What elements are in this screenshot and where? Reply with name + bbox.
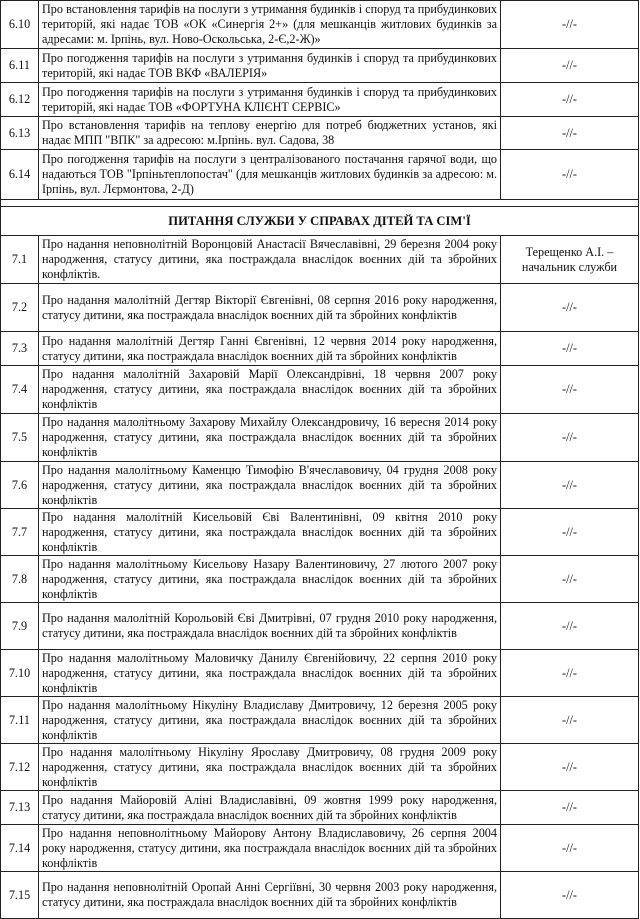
item-number: 7.15 xyxy=(1,872,39,919)
item-responsible: -//- xyxy=(501,462,639,509)
item-responsible: -//- xyxy=(501,509,639,556)
table-row xyxy=(1,332,639,366)
spacer-cell xyxy=(1,200,639,207)
item-description: Про надання малолітній Дегтяр Вікторії Євгенівні, 08 серпня 2016 року народження, статусу дитини, яка постраждала внаслідок воєнних дій та збройних конфліктів xyxy=(39,284,501,332)
item-number: 7.5 xyxy=(1,414,39,462)
table-row xyxy=(1,556,639,603)
item-responsible: -//- xyxy=(501,332,639,366)
item-description: Про надання малолітній Кисельовій Єві Валентинівні, 09 квітня 2010 року народження, статусу дитини, яка постраждала внаслідок воєнних дій та збройних конфліктів xyxy=(39,509,501,556)
item-responsible: -//- xyxy=(501,284,639,332)
table-row xyxy=(1,462,639,509)
item-responsible: -//- xyxy=(501,744,639,791)
item-description: Про встановлення тарифів на послуги з утримання будинків і споруд та прибудинкових територій, які надає ТОВ «ОК «Синергія 2+» (для мешканців житлових будинків за адресами: м. Ірпінь, вул. Ново-Оскольська, 2-Є,2-Ж)» xyxy=(39,1,501,49)
item-description: Про надання Майоровій Аліні Владиславівні, 09 жовтня 1999 року народження, статусу дитини, яка постраждала внаслідок воєнних дій та збройних конфліктів xyxy=(39,791,501,825)
table-row xyxy=(1,150,639,200)
item-description: Про погодження тарифів на послуги з утримання будинків і споруд та прибудинкових територій, які надає ТОВ «ФОРТУНА КЛІЄНТ СЕРВІС» xyxy=(39,83,501,117)
item-number: 7.9 xyxy=(1,603,39,650)
table-row xyxy=(1,1,639,49)
item-number: 7.14 xyxy=(1,825,39,872)
item-description: Про надання малолітньому Маловичку Данилу Євгенійовичу, 22 серпня 2010 року народження, статусу дитини, яка постраждала внаслідок воєнних дій та збройних конфліктів xyxy=(39,650,501,697)
item-number: 7.8 xyxy=(1,556,39,603)
item-description: Про надання неповнолітній Воронцовій Анастасії Вячеславівні, 29 березня 2004 року народження, статусу дитини, яка постраждала внаслідок воєнних дій та збройних конфліктів. xyxy=(39,236,501,284)
item-responsible: -//- xyxy=(501,650,639,697)
item-responsible: -//- xyxy=(501,697,639,744)
table-row xyxy=(1,236,639,284)
item-description: Про погодження тарифів на послуги з утримання будинків і споруд та прибудинкових територій, які надає ТОВ ВКФ «ВАЛЕРІЯ» xyxy=(39,49,501,83)
item-number: 7.2 xyxy=(1,284,39,332)
table-row xyxy=(1,791,639,825)
item-description: Про встановлення тарифів на теплову енергію для потреб бюджетних установ, які надає МПП "ВПК" за адресою: м.Ірпінь. вул. Садова, 38 xyxy=(39,117,501,150)
item-number: 7.11 xyxy=(1,697,39,744)
item-number: 6.12 xyxy=(1,83,39,117)
table-row xyxy=(1,509,639,556)
item-number: 6.14 xyxy=(1,150,39,200)
item-number: 7.1 xyxy=(1,236,39,284)
item-description: Про погодження тарифів на послуги з централізованого постачання гарячої води, що надаються ТОВ "Ірпіньтеплопостач" (для мешканців житлових будинків за адресою: м. Ірпінь, вул. Лєрмонтова, 2-Д) xyxy=(39,150,501,200)
table-row xyxy=(1,366,639,414)
item-number: 6.13 xyxy=(1,117,39,150)
item-number: 7.10 xyxy=(1,650,39,697)
item-description: Про надання малолітній Корольовій Єві Дмитрівні, 07 грудня 2010 року народження, статусу дитини, яка постраждала внаслідок воєнних дій та збройних конфліктів xyxy=(39,603,501,650)
table-row xyxy=(1,697,639,744)
item-description: Про надання малолітній Дегтяр Ганні Євгенівні, 12 червня 2014 року народження, статусу дитини, яка постраждала внаслідок воєнних дій та збройних конфліктів xyxy=(39,332,501,366)
table-row xyxy=(1,117,639,150)
item-responsible: -//- xyxy=(501,414,639,462)
item-description: Про надання малолітньому Нікуліну Владиславу Дмитровичу, 12 березня 2005 року народження, статусу дитини, яка постраждала внаслідок воєнних дій та збройних конфліктів xyxy=(39,697,501,744)
item-responsible: Терещенко А.І. – начальник служби xyxy=(501,236,639,284)
item-number: 7.7 xyxy=(1,509,39,556)
table-row xyxy=(1,825,639,872)
item-responsible: -//- xyxy=(501,825,639,872)
item-number: 7.3 xyxy=(1,332,39,366)
item-number: 6.10 xyxy=(1,1,39,49)
table-row xyxy=(1,650,639,697)
table-row xyxy=(1,284,639,332)
item-responsible: -//- xyxy=(501,150,639,200)
table-row xyxy=(1,872,639,919)
item-responsible: -//- xyxy=(501,791,639,825)
table-row xyxy=(1,744,639,791)
item-description: Про надання малолітньому Каменцю Тимофію В'ячеславовичу, 04 грудня 2008 року народження, статусу дитини, яка постраждала внаслідок воєнних дій та збройних конфліктів xyxy=(39,462,501,509)
section-heading-row xyxy=(1,207,639,236)
table-row xyxy=(1,414,639,462)
item-number: 7.6 xyxy=(1,462,39,509)
item-number: 6.11 xyxy=(1,49,39,83)
item-number: 7.4 xyxy=(1,366,39,414)
item-description: Про надання малолітній Захаровій Марії Олександрівні, 18 червня 2007 року народження, статусу дитини, яка постраждала внаслідок воєнних дій та збройних конфліктів xyxy=(39,366,501,414)
spacer-row xyxy=(1,200,639,207)
item-responsible: -//- xyxy=(501,603,639,650)
item-responsible: -//- xyxy=(501,117,639,150)
item-responsible: -//- xyxy=(501,872,639,919)
item-responsible: -//- xyxy=(501,366,639,414)
item-responsible: -//- xyxy=(501,1,639,49)
item-description: Про надання неповнолітньому Майорову Антону Владиславовичу, 26 серпня 2004 року народження, статусу дитини, яка постраждала внаслідок воєнних дій та збройних конфліктів xyxy=(39,825,501,872)
table-row xyxy=(1,603,639,650)
item-description: Про надання неповнолітній Оропай Анні Сергіївні, 30 червня 2003 року народження, статусу дитини, яка постраждала внаслідок воєнних дій та збройних конфліктів xyxy=(39,872,501,919)
table-row xyxy=(1,83,639,117)
item-number: 7.13 xyxy=(1,791,39,825)
item-description: Про надання малолітньому Кисельову Назару Валентиновичу, 27 лютого 2007 року народження, статусу дитини, яка постраждала внаслідок воєнних дій та збройних конфліктів xyxy=(39,556,501,603)
item-responsible: -//- xyxy=(501,556,639,603)
item-responsible: -//- xyxy=(501,83,639,117)
item-description: Про надання малолітньому Захарову Михайлу Олександровичу, 16 вересня 2014 року народження, статусу дитини, яка постраждала внаслідок воєнних дій та збройних конфліктів xyxy=(39,414,501,462)
item-number: 7.12 xyxy=(1,744,39,791)
item-responsible: -//- xyxy=(501,49,639,83)
item-description: Про надання малолітньому Нікуліну Ярославу Дмитровичу, 08 грудня 2009 року народження, статусу дитини, яка постраждала внаслідок воєнних дій та збройних конфліктів xyxy=(39,744,501,791)
table-row xyxy=(1,49,639,83)
section-title: ПИТАННЯ СЛУЖБИ У СПРАВАХ ДІТЕЙ ТА СІМ'Ї xyxy=(1,207,639,236)
